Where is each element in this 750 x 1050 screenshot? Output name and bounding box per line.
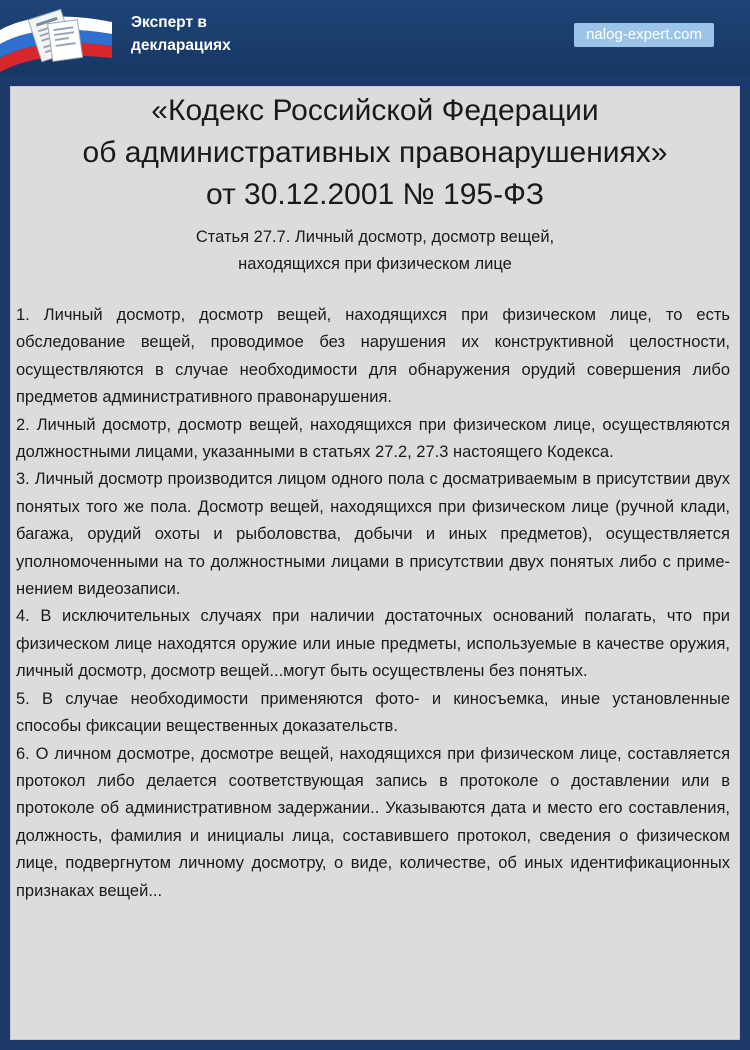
title-line-2: об административных правонарушениях» (82, 136, 668, 169)
paragraph-4: 4. В исключительных случаях при наличии достаточных оснований полагать, что при физическом лице находятся оружие или иные предметы, используемые в качестве оружия, личный досмотр, досмотр вещей...могут быть осуществлены без понятых. (16, 607, 730, 681)
article-heading (0, 224, 750, 278)
title-line-3: от 30.12.2001 № 195-ФЗ (205, 178, 545, 211)
brand-name[interactable] (131, 11, 291, 57)
site-header (0, 0, 750, 74)
document-title (0, 90, 750, 216)
paragraph-5: 5. В случае необходимости применяются фото- и киносъемка, иные установленные способы фиксации вещественных доказательств. (16, 689, 730, 736)
brand-line-1: Эксперт в (131, 14, 207, 31)
paragraph-6: 6. О личном досмотре, досмотре вещей, находящихся при физическом лице, составляется протокол либо делается соответствующая запись в протоколе о доставлении или в протоколе об административном задержании.. Указываются дата и место его составления, должность, фамилия и инициалы лица, составившего протокол, сведения о физическом лице, подвергнутом личному досмотру, о виде, количестве, об иных идентификационных признаках вещей... (16, 744, 730, 900)
subtitle-line-2: находящихся при физическом лице (238, 255, 512, 273)
paragraph-2: 2. Личный досмотр, досмотр вещей, находящихся при физическом лице, осуществляются должностными лицами, указанными в статьях 27.2, 27.3 настоящего Кодекса. (16, 415, 730, 462)
paragraph-3: 3. Личный досмотр производится лицом одного пола с досматриваемым в присутствии двух понятых того же пола. Досмотр вещей, находящихся при физическом лице (ручной клади, багажа, орудий охоты и рыболовства, добычи и иных предметов), осуществляется уполномоченными на то должностными лицами в присутствии двух понятых либо с применением видеозаписи. (16, 470, 730, 599)
document-flag-icon (0, 0, 112, 74)
subtitle-line-1: Статья 27.7. Личный досмотр, досмотр вещей, (195, 228, 555, 246)
title-line-1: «Кодекс Российской Федерации (151, 94, 599, 127)
site-url-badge[interactable]: nalog-expert.com (574, 23, 714, 47)
brand-line-2: декларациях (131, 37, 231, 54)
article-body (16, 302, 730, 905)
paragraph-1: 1. Личный досмотр, досмотр вещей, находящихся при физическом лице, то есть обследование вещей, проводимое без нарушения их конструктивной целостности, осуществляются в случае необходимости для обнаружения орудий совершения либо предметов административного правонарушения. (16, 306, 730, 407)
